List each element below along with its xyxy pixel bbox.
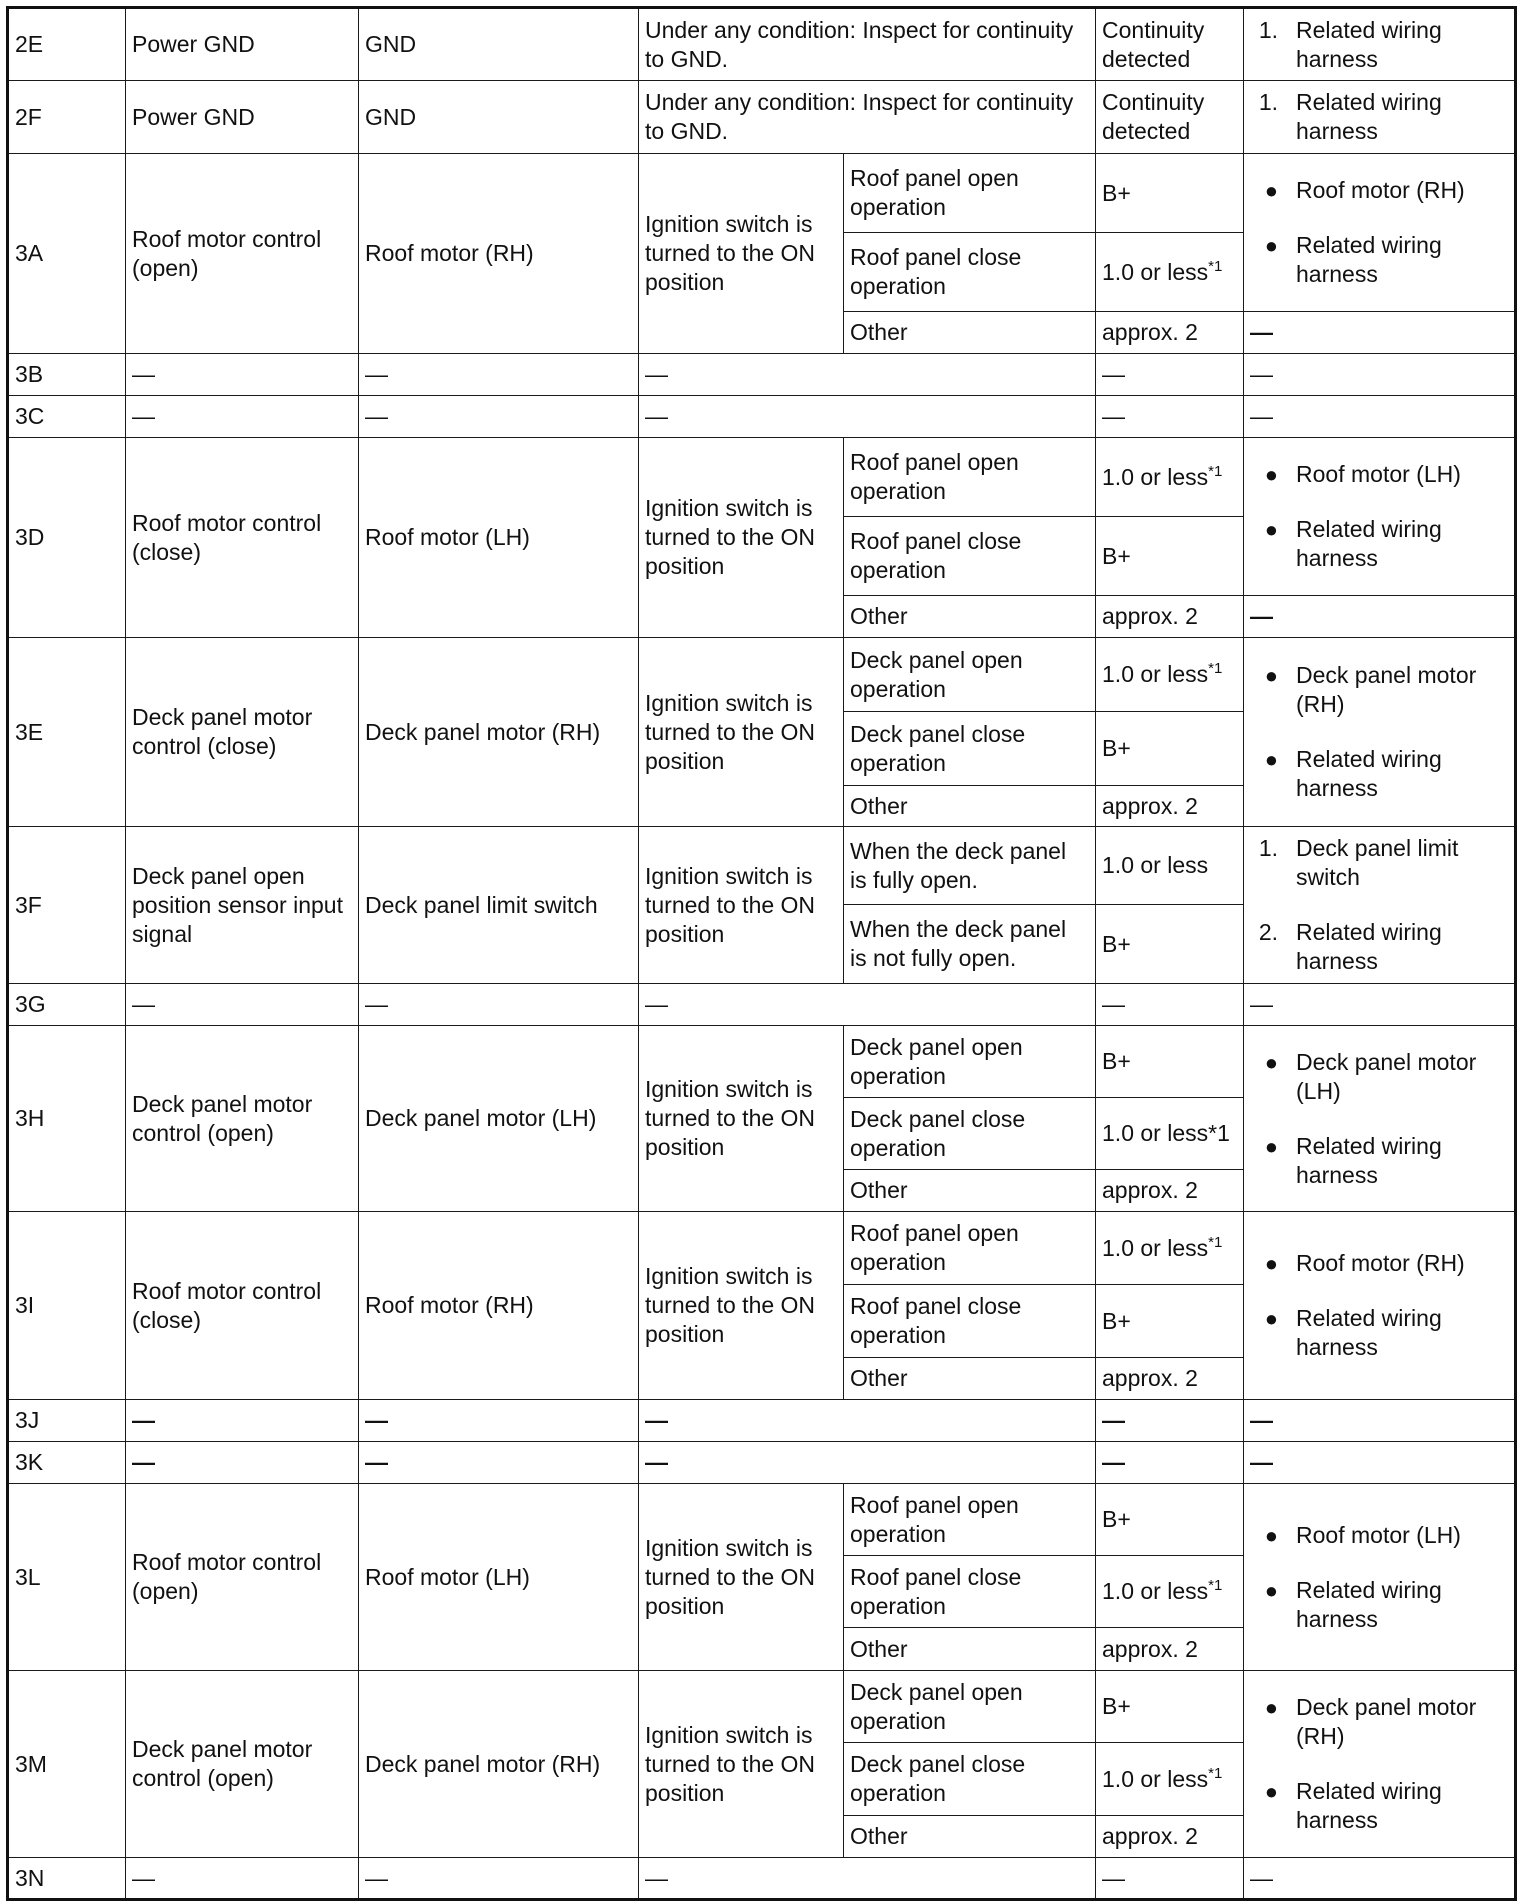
- value-cell: [1096, 1743, 1244, 1816]
- value-cell: —: [1096, 1400, 1244, 1442]
- sub-condition-cell: Other: [844, 596, 1096, 638]
- table-row: [8, 1212, 1516, 1285]
- remedy-text: Related wiring harness: [1296, 919, 1442, 974]
- bullet-dot-icon: ●: [1264, 663, 1279, 688]
- description-cell: Roof motor control (close): [126, 438, 359, 638]
- terminal-cell: 3B: [8, 354, 126, 396]
- value-text: 1.0 or less: [1102, 661, 1209, 687]
- list-number: 2.: [1258, 919, 1279, 945]
- remedy-cell: [1244, 81, 1516, 154]
- destination-cell: —: [359, 1400, 639, 1442]
- description-cell: Deck panel motor control (open): [126, 1026, 359, 1212]
- destination-cell: —: [359, 354, 639, 396]
- bullet-dot-icon: ●: [1264, 462, 1279, 487]
- value-cell: approx. 2: [1096, 312, 1244, 354]
- destination-cell: GND: [359, 8, 639, 81]
- destination-cell: GND: [359, 81, 639, 154]
- value-text: 1.0 or less: [1102, 1578, 1209, 1604]
- value-cell: —: [1096, 1858, 1244, 1900]
- destination-cell: Roof motor (RH): [359, 1212, 639, 1400]
- description-cell: Deck panel open position sensor input signal: [126, 827, 359, 984]
- destination-cell: Deck panel motor (RH): [359, 1671, 639, 1858]
- remedy-cell: —: [1244, 596, 1516, 638]
- table-row: [8, 154, 1516, 233]
- sub-condition-cell: Other: [844, 312, 1096, 354]
- remedy-cell: —: [1244, 396, 1516, 438]
- value-cell: B+: [1096, 517, 1244, 596]
- remedy-cell: —: [1244, 984, 1516, 1026]
- value-text: 1.0 or less: [1102, 1234, 1209, 1261]
- value-cell: approx. 2: [1096, 1358, 1244, 1400]
- remedy-text: Deck panel motor (LH): [1296, 1048, 1477, 1104]
- description-cell: —: [126, 984, 359, 1026]
- remedy-cell: [1244, 638, 1516, 827]
- description-cell: Roof motor control (open): [126, 154, 359, 354]
- bullet-dot-icon: ●: [1264, 517, 1279, 542]
- description-cell: Power GND: [126, 81, 359, 154]
- bullet-dot-icon: ●: [1264, 233, 1279, 258]
- description-cell: Power GND: [126, 8, 359, 81]
- value-text: 1.0 or less: [1102, 1765, 1209, 1792]
- condition-cell: Ignition switch is turned to the ON position: [639, 638, 844, 827]
- sub-condition-cell: Other: [844, 786, 1096, 827]
- table-row: [8, 8, 1516, 81]
- remedy-text: Deck panel limit switch: [1296, 835, 1459, 890]
- sub-condition-cell: Roof panel open operation: [844, 1484, 1096, 1556]
- remedy-text: Related wiring harness: [1296, 1778, 1442, 1833]
- table-row: [8, 638, 1516, 712]
- footnote-mark: *1: [1208, 257, 1223, 275]
- remedy-text: Deck panel motor (RH): [1296, 662, 1477, 717]
- footnote-mark: *1: [1208, 1764, 1223, 1782]
- description-cell: —: [126, 1858, 359, 1900]
- remedy-text: Related wiring harness: [1296, 746, 1442, 801]
- terminal-cell: 3N: [8, 1858, 126, 1900]
- sub-condition-cell: Other: [844, 1628, 1096, 1671]
- value-cell: B+: [1096, 905, 1244, 984]
- sub-condition-cell: Other: [844, 1358, 1096, 1400]
- value-cell: approx. 2: [1096, 596, 1244, 638]
- terminal-cell: 3F: [8, 827, 126, 984]
- remedy-cell: [1244, 827, 1516, 984]
- destination-cell: —: [359, 984, 639, 1026]
- value-cell: approx. 2: [1096, 1816, 1244, 1858]
- sub-condition-cell: Roof panel close operation: [844, 517, 1096, 596]
- value-cell: B+: [1096, 1285, 1244, 1358]
- remedy-cell: [1244, 438, 1516, 596]
- sub-condition-cell: Other: [844, 1816, 1096, 1858]
- remedy-cell: [1244, 1671, 1516, 1858]
- value-cell: Continuity detected: [1096, 8, 1244, 81]
- bullet-dot-icon: ●: [1264, 1133, 1279, 1159]
- bullet-dot-icon: ●: [1264, 1695, 1279, 1720]
- bullet-dot-icon: ●: [1264, 1577, 1279, 1603]
- remedy-text: Related wiring harness: [1296, 1132, 1442, 1188]
- value-cell: 1.0 or less: [1096, 827, 1244, 905]
- terminal-cell: 3A: [8, 154, 126, 354]
- terminal-cell: 3H: [8, 1026, 126, 1212]
- value-cell: —: [1096, 396, 1244, 438]
- description-cell: —: [126, 354, 359, 396]
- remedy-text: Roof motor (LH): [1296, 461, 1461, 487]
- sub-condition-cell: Deck panel close operation: [844, 1098, 1096, 1170]
- table-row: [8, 1400, 1516, 1442]
- footnote-mark: *1: [1208, 1577, 1223, 1594]
- description-cell: Deck panel motor control (close): [126, 638, 359, 827]
- bullet-dot-icon: ●: [1264, 1779, 1279, 1804]
- table-row: [8, 984, 1516, 1026]
- remedy-cell: —: [1244, 312, 1516, 354]
- table-row: [8, 827, 1516, 905]
- sub-condition-cell: Roof panel open operation: [844, 154, 1096, 233]
- bullet-dot-icon: ●: [1264, 1306, 1279, 1331]
- remedy-text: Related wiring harness: [1296, 16, 1442, 72]
- description-cell: Deck panel motor control (open): [126, 1671, 359, 1858]
- value-cell: Continuity detected: [1096, 81, 1244, 154]
- terminal-cell: 3D: [8, 438, 126, 638]
- sub-condition-cell: When the deck panel is fully open.: [844, 827, 1096, 905]
- terminal-cell: 3K: [8, 1442, 126, 1484]
- description-cell: Roof motor control (open): [126, 1484, 359, 1671]
- table-row: [8, 1671, 1516, 1743]
- value-text: 1.0 or less: [1102, 258, 1209, 285]
- value-text: 1.0 or less: [1102, 463, 1209, 490]
- condition-cell: Ignition switch is turned to the ON position: [639, 1484, 844, 1671]
- bullet-dot-icon: ●: [1264, 1251, 1279, 1276]
- sub-condition-cell: Deck panel open operation: [844, 638, 1096, 712]
- table-row: [8, 81, 1516, 154]
- destination-cell: —: [359, 396, 639, 438]
- remedy-text: Roof motor (RH): [1296, 1250, 1465, 1276]
- terminal-cell: 3L: [8, 1484, 126, 1671]
- footnote-mark: *1: [1208, 660, 1223, 677]
- terminal-inspection-table: [6, 6, 1517, 1901]
- sub-condition-cell: Roof panel close operation: [844, 1285, 1096, 1358]
- condition-cell: —: [639, 354, 1096, 396]
- remedy-text: Related wiring harness: [1296, 232, 1442, 287]
- remedy-cell: [1244, 1026, 1516, 1212]
- sub-condition-cell: Roof panel close operation: [844, 1556, 1096, 1628]
- value-cell: B+: [1096, 154, 1244, 233]
- terminal-cell: 3I: [8, 1212, 126, 1400]
- condition-cell: Under any condition: Inspect for continuity to GND.: [639, 81, 1096, 154]
- list-number: 1.: [1258, 89, 1279, 115]
- description-cell: Roof motor control (close): [126, 1212, 359, 1400]
- remedy-text: Deck panel motor (RH): [1296, 1694, 1477, 1749]
- table-row: [8, 438, 1516, 517]
- terminal-cell: 3J: [8, 1400, 126, 1442]
- destination-cell: Deck panel limit switch: [359, 827, 639, 984]
- condition-cell: —: [639, 1858, 1096, 1900]
- bullet-dot-icon: ●: [1264, 1522, 1279, 1548]
- value-cell: —: [1096, 984, 1244, 1026]
- value-cell: B+: [1096, 712, 1244, 786]
- sub-condition-cell: Other: [844, 1170, 1096, 1212]
- value-cell: B+: [1096, 1671, 1244, 1743]
- remedy-cell: —: [1244, 1858, 1516, 1900]
- value-cell: B+: [1096, 1484, 1244, 1556]
- condition-cell: Ignition switch is turned to the ON position: [639, 154, 844, 354]
- value-cell: [1096, 1212, 1244, 1285]
- destination-cell: Deck panel motor (RH): [359, 638, 639, 827]
- sub-condition-cell: Deck panel open operation: [844, 1671, 1096, 1743]
- terminal-cell: 3C: [8, 396, 126, 438]
- value-cell: B+: [1096, 1026, 1244, 1098]
- description-cell: —: [126, 1442, 359, 1484]
- condition-cell: —: [639, 984, 1096, 1026]
- table-row: [8, 1484, 1516, 1556]
- condition-cell: Ignition switch is turned to the ON position: [639, 1212, 844, 1400]
- condition-cell: Under any condition: Inspect for continuity to GND.: [639, 8, 1096, 81]
- value-cell: [1096, 638, 1244, 712]
- condition-cell: —: [639, 1400, 1096, 1442]
- description-cell: —: [126, 396, 359, 438]
- sub-condition-cell: Roof panel open operation: [844, 438, 1096, 517]
- bullet-dot-icon: ●: [1264, 747, 1279, 772]
- terminal-cell: 3G: [8, 984, 126, 1026]
- destination-cell: —: [359, 1442, 639, 1484]
- table-row: [8, 396, 1516, 438]
- value-cell: [1096, 1556, 1244, 1628]
- sub-condition-cell: Roof panel open operation: [844, 1212, 1096, 1285]
- bullet-dot-icon: ●: [1264, 1049, 1279, 1075]
- destination-cell: —: [359, 1858, 639, 1900]
- destination-cell: Roof motor (LH): [359, 1484, 639, 1671]
- remedy-cell: —: [1244, 354, 1516, 396]
- destination-cell: Deck panel motor (LH): [359, 1026, 639, 1212]
- table-row: [8, 1858, 1516, 1900]
- remedy-text: Related wiring harness: [1296, 516, 1442, 571]
- destination-cell: Roof motor (RH): [359, 154, 639, 354]
- sub-condition-cell: Roof panel close operation: [844, 233, 1096, 312]
- sub-condition-cell: Deck panel close operation: [844, 712, 1096, 786]
- table-row: [8, 1026, 1516, 1098]
- terminal-cell: 3M: [8, 1671, 126, 1858]
- remedy-text: Related wiring harness: [1296, 1305, 1442, 1360]
- value-cell: approx. 2: [1096, 786, 1244, 827]
- bullet-dot-icon: ●: [1264, 178, 1279, 203]
- value-cell: [1096, 233, 1244, 312]
- remedy-text: Roof motor (RH): [1296, 177, 1465, 203]
- sub-condition-cell: Deck panel open operation: [844, 1026, 1096, 1098]
- destination-cell: Roof motor (LH): [359, 438, 639, 638]
- list-number: 1.: [1258, 835, 1279, 861]
- condition-cell: —: [639, 1442, 1096, 1484]
- value-cell: 1.0 or less*1: [1096, 1098, 1244, 1170]
- remedy-text: Related wiring harness: [1296, 1576, 1442, 1632]
- list-number: 1.: [1258, 16, 1279, 43]
- remedy-text: Roof motor (LH): [1296, 1521, 1461, 1548]
- remedy-cell: [1244, 1484, 1516, 1671]
- remedy-text: Related wiring harness: [1296, 89, 1442, 144]
- remedy-cell: —: [1244, 1442, 1516, 1484]
- sub-condition-cell: Deck panel close operation: [844, 1743, 1096, 1816]
- condition-cell: Ignition switch is turned to the ON position: [639, 827, 844, 984]
- terminal-cell: 2F: [8, 81, 126, 154]
- remedy-cell: [1244, 154, 1516, 312]
- value-cell: approx. 2: [1096, 1628, 1244, 1671]
- condition-cell: —: [639, 396, 1096, 438]
- sub-condition-cell: When the deck panel is not fully open.: [844, 905, 1096, 984]
- description-cell: —: [126, 1400, 359, 1442]
- value-cell: approx. 2: [1096, 1170, 1244, 1212]
- footnote-mark: *1: [1208, 1233, 1223, 1251]
- footnote-mark: *1: [1208, 462, 1223, 480]
- value-cell: —: [1096, 1442, 1244, 1484]
- table-row: [8, 354, 1516, 396]
- terminal-cell: 2E: [8, 8, 126, 81]
- value-cell: —: [1096, 354, 1244, 396]
- condition-cell: Ignition switch is turned to the ON position: [639, 1671, 844, 1858]
- table-row: [8, 1442, 1516, 1484]
- remedy-cell: [1244, 1212, 1516, 1400]
- terminal-cell: 3E: [8, 638, 126, 827]
- remedy-cell: [1244, 8, 1516, 81]
- condition-cell: Ignition switch is turned to the ON position: [639, 438, 844, 638]
- value-cell: [1096, 438, 1244, 517]
- terminal-inspection-table-container: [6, 6, 1514, 1901]
- condition-cell: Ignition switch is turned to the ON position: [639, 1026, 844, 1212]
- remedy-cell: —: [1244, 1400, 1516, 1442]
